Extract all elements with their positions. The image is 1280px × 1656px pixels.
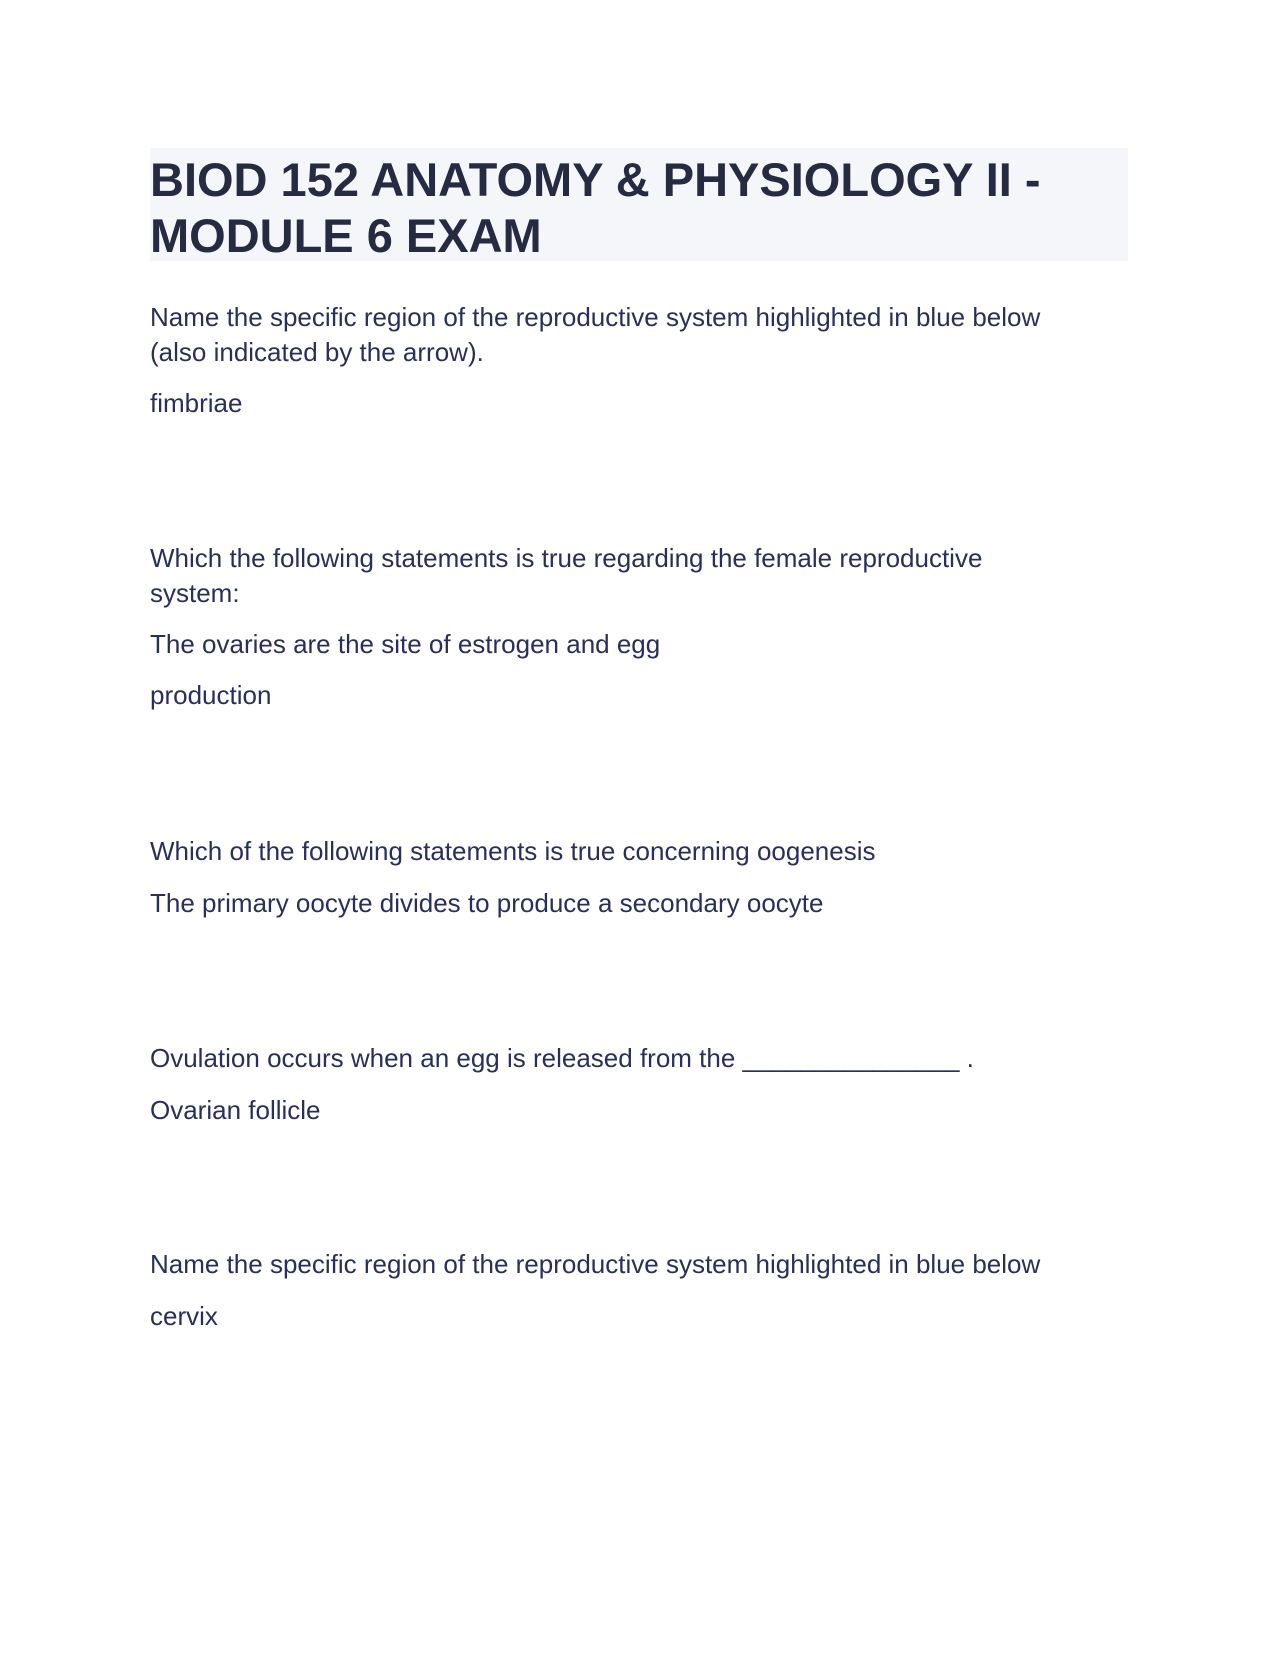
question-text [150,834,1128,869]
qa-item-3 [150,834,1128,921]
answer-line: production [150,680,272,710]
question-line: system: [150,578,240,608]
qa-item-5 [150,1247,1128,1334]
question-line: Which of the following statements is true concerning oogenesis [150,836,876,866]
page-title-line-2: MODULE 6 EXAM [150,209,542,262]
question-text [150,1247,1128,1282]
answer-text [150,386,1128,421]
title-block [150,148,1128,261]
answer-line: Ovarian follicle [150,1095,321,1125]
page-title-line-1: BIOD 152 ANATOMY & PHYSIOLOGY II - [150,153,1041,206]
question-line: Which the following statements is true regarding the female reproductive [150,543,983,573]
answer-text [150,678,1128,713]
question-text [150,300,1128,370]
answer-line: cervix [150,1301,218,1331]
page-title [150,152,1128,264]
answer-text [150,886,1128,921]
answer-text [150,1299,1128,1334]
question-line: Name the specific region of the reproductive system highlighted in blue below [150,302,1041,332]
qa-item-1 [150,300,1128,421]
answer-text [150,1093,1128,1128]
document-page [150,148,1128,1331]
question-line: Ovulation occurs when an egg is released from the _______________ . [150,1043,974,1073]
qa-item-2 [150,541,1128,713]
answer-line: fimbriae [150,388,243,418]
answer-line: The ovaries are the site of estrogen and egg [150,629,661,659]
answer-text [150,627,1128,662]
question-line: Name the specific region of the reproductive system highlighted in blue below [150,1249,1041,1279]
question-line: (also indicated by the arrow). [150,337,484,367]
question-text [150,1041,1128,1076]
question-text [150,541,1128,611]
qa-item-4 [150,1041,1128,1128]
answer-line: The primary oocyte divides to produce a secondary oocyte [150,888,824,918]
